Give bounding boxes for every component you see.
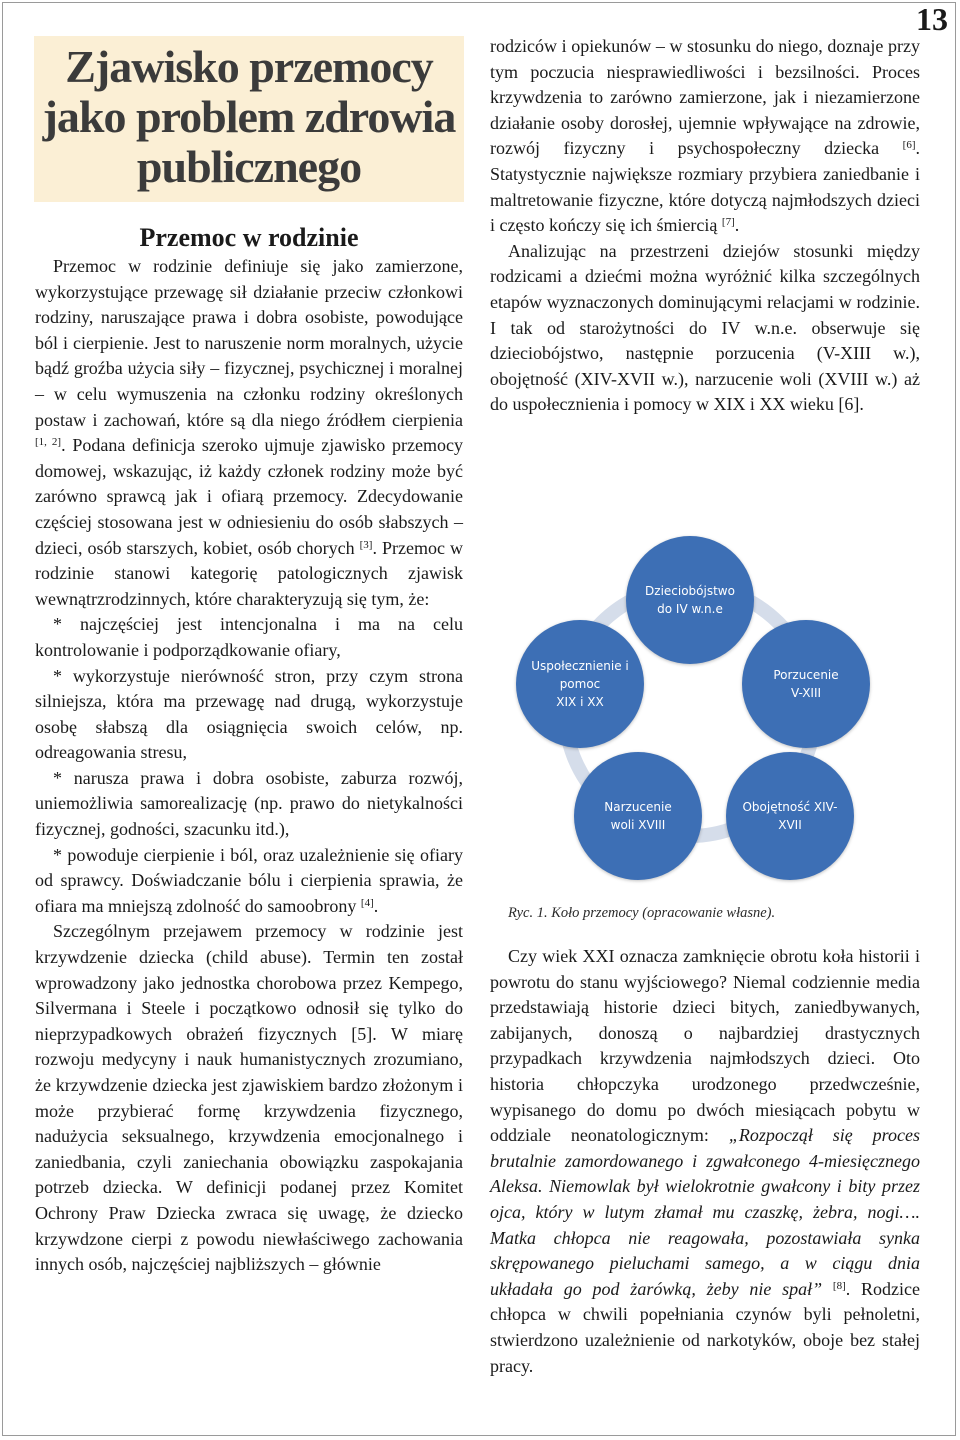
text-run: rodziców i opiekunów – w stosunku do niego, doznaje przy tym poczucia niesprawiedliwości i bezsilności. Proces krzywdzenia to zarówno zamierzone, jak i niezamierzone działanie osoby dorosłej, ujemnie wpływające na zdrowie, rozwój fizyczny i psychospołeczny dziecka [490,36,920,159]
text-run: . Statystycznie największe rozmiary przybiera zaniedbanie i maltretowanie fizyczne, które dotyczą najmłodszych dzieci i często kończy się ich śmiercią [490,138,920,236]
bullet-item: * narusza prawa i dobra osobiste, zaburza rozwój, uniemożliwia samorealizację (np. prawo do nietykalności fizycznej, godności, szacunku itd.), [35,767,463,840]
figure-caption: Ryc. 1. Koło przemocy (opracowanie własne). [508,905,776,921]
lower-right-column [490,944,920,1379]
node-label: Uspołecznienie i [531,659,629,673]
right-column [490,34,920,418]
bullet-item: * wykorzystuje nierówność stron, przy czym strona silniejsza, która ma przewagę nad drugą, wykorzystuje osobę słabszą dla osiągnięcia swoich celów, np. odreagowania stresu, [35,665,463,763]
bullet-item: * najczęściej jest intencjonalna i ma na celu kontrolowanie i podporządkowanie ofiary, [35,614,463,660]
node-label: woli XVIII [610,818,666,832]
node-label: pomoc [559,677,601,691]
text-run: . [734,215,740,236]
paragraph [490,944,920,1379]
node-label: do IV w.n.e [657,602,723,616]
node-label: Narzucenie [604,800,672,814]
paragraph: Szczególnym przejawem przemocy w rodzinie jest krzywdzenie dziecka (child abuse). Termin ten został wprowadzony jako jednostka chorobowa przez Kempego, Silvermana i Steele i początkowo odnosił się tylko do nieprzypadkowych obrażeń fizycznych [5]. W miarę rozwoju medycyny i nauk humanistycznych zrozumiano, że krzywdzenie dziecka jest zjawiskiem bardzo złożonym i może przybierać formę krzywdzenia fizycznego, nadużycia seksualnego, krzywdzenia emocjonalnego i zaniedbania, czyli zaniechania obowiązku zaspokajania potrzeb dziecka. W definicji podanej przez Komitet Ochrony Praw Dziecka zwraca się uwagę, że dziecko krzywdzone cierpi z powodu niewłaściwego zachowania innych osób, najczęściej najbliższych – głównie [35,921,463,1275]
citation: [1, 2] [35,436,62,449]
text-run: * powoduje cierpienie i ból, oraz uzależnienie się ofiary od sprawcy. Doświadczanie bólu i cierpienia sprawia, że ofiara ma mniejszą zdolność do samoobrony [35,844,463,916]
cycle-node-socialization [516,620,644,748]
citation: [3] [359,538,373,551]
violence-cycle-diagram [510,536,870,886]
left-column [35,224,463,1278]
section-heading: Przemoc w rodzinie [139,223,359,252]
node-label: XVII [778,818,802,832]
node-label: Porzucenie [773,668,839,682]
cycle-node-indifference [726,752,854,880]
text-run: Czy wiek XXI oznacza zamknięcie obrotu koła historii i powrotu do stanu wyjściowego? Niemal codziennie media przedstawiają historie dzieci bitych, zaniedbywanych, zabijanych, donoszą o najbardziej drastycznych przypadkach krzywdzenia najmłodszych dzieci. Oto historia chłopczyka urodzonego przedwcześnie, wypisanego do domu po dwóch miesiącach pobytu w oddziale neonatologicznym: [490,946,920,1146]
quotation: „Rozpoczął się proces brutalnie zamordowanego i zgwałconego 4-miesięcznego Aleksa. Niemowlak był wielokrotnie gwałcony i bity przez ojca, który w lutym złamał mu czaszkę, żebra, nogi…. Matka chłopca nie reagowała, pozostawiała synka skrępowanego pieluchami samego, a w ciągu dnia układała go pod żarówką, żeby nie spał” [490,1125,921,1299]
cycle-node-abandonment [742,620,870,748]
text-run: . [373,895,379,916]
paragraph: Analizując na przestrzeni dziejów stosunki między rodzicami a dziećmi można wyróżnić kilka szczególnych etapów wyznaczonych dominującymi relacjami w rodzinie. I tak od starożytności do IV w.n.e. obserwuje się dzieciobójstwo, następnie porzucenia (V-XIII w.), obojętność (XIV-XVII w.), narzucenie woli (XVIII w.) aż do uspołecznienia i pomocy w XIX i XX wieku [6]. [490,240,920,415]
title-box [34,36,464,202]
text-run: . Rodzice chłopca w chwili popełniania czynów byli pełnoletni, stwierdzono uzależnienie od narkotyków, oboje bez stałej pracy. [490,1278,920,1376]
text-run: Przemoc w rodzinie definiuje się jako zamierzone, wykorzystujące przewagę sił działanie przeciw członkowi rodziny, naruszające prawa i dobra osobiste, powodujące ból i cierpienie. Jest to naruszenie norm moralnych, użycie bądź groźba użycia siły – fizycznej, psychicznej i moralnej – w celu wymuszenia na członku rodziny określonych postaw i zachowań, które są dla niego źródłem cierpienia [35,256,463,430]
citation: [4] [360,896,374,909]
paragraph [490,34,920,239]
text-run: . Podana definicja szeroko ujmuje zjawisko przemocy domowej, wskazując, iż każdy członek rodziny może być zarówno sprawcą jak i ofiarą przemocy. Zdecydowanie częściej stosowana jest w odniesieniu do osób słabszych – dzieci, osób starszych, kobiet, osób chorych [35,435,464,558]
page-number: 13 [916,1,948,37]
node-label: V-XIII [790,686,822,700]
bullet-item [35,843,463,920]
text-run: . Przemoc w rodzinie stanowi kategorię patologicznych zjawisk wewnątrzrodzinnych, które charakteryzują się tym, że: [35,537,463,609]
citation: [8] [832,1279,846,1292]
node-label: Dzieciobójstwo [645,584,735,598]
node-label: Obojętność XIV- [742,800,838,814]
citation: [6] [902,139,916,152]
cycle-node-infanticide [626,536,754,664]
article-title: Zjawisko przemocy jako problem zdrowia publicznego [42,41,456,192]
citation: [7] [721,216,735,229]
cycle-node-imposition [574,752,702,880]
node-label: XIX i XX [556,695,604,709]
paragraph [35,254,463,612]
